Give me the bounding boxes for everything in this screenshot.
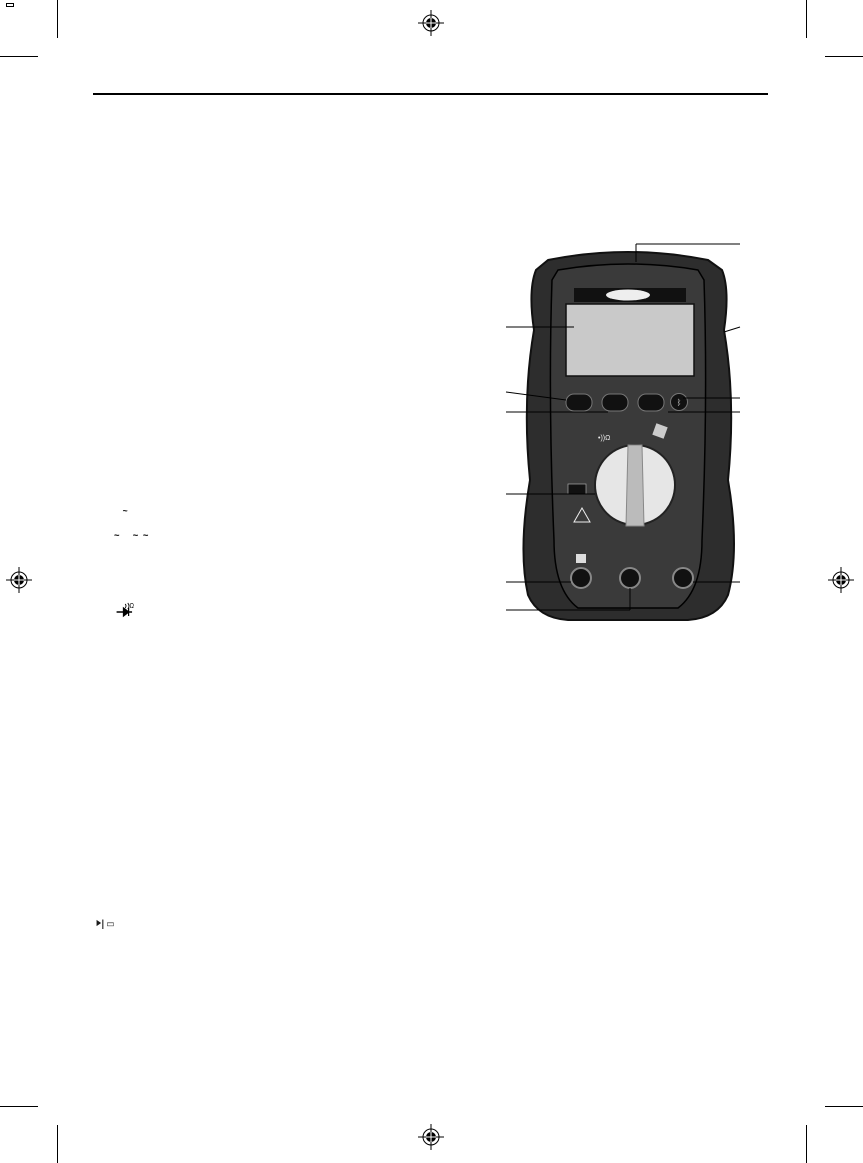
main-terminal-symbol: ⯈| ▭ [94,918,115,930]
rotary-knob-grip [626,445,644,526]
continuity-diode-icon [115,601,134,619]
terminal-com-jack[interactable] [620,568,640,588]
svg-text:Ω: Ω [129,602,134,611]
milli-amp-symbol: ~ [132,530,139,543]
registration-mark-icon [418,1124,444,1150]
micro-amp-symbol: ~ [114,530,120,543]
terminal-a-jack[interactable] [571,568,591,588]
list-item-4-line [114,525,148,550]
crop-mark [825,56,863,57]
dial-label-ohm: •))Ω [598,435,611,442]
crop-mark [57,0,58,38]
registration-mark-icon [418,10,444,36]
terminal-a-badge [576,554,586,563]
terminal-main-jack[interactable] [673,568,693,588]
crop-mark [0,56,38,57]
registration-mark-icon [6,567,32,593]
crop-mark [825,1106,863,1107]
crop-mark [0,1106,38,1107]
crop-mark [806,0,807,38]
print-slug [6,3,14,7]
list-item-4-line [114,500,128,525]
title-rule [93,93,768,95]
list-item-4-line [114,598,135,623]
dial-off-box [568,484,586,494]
amp-symbol: ~ [142,530,149,543]
crop-mark [806,1125,807,1163]
crop-mark [57,1125,58,1163]
range-button[interactable] [638,394,664,411]
brand-logo [606,290,650,301]
hold-button[interactable] [602,394,628,411]
func-button[interactable] [566,394,592,411]
v-ac-symbol: ~ [122,506,128,518]
bluetooth-icon: ᛒ [676,398,682,407]
lcd-display [566,304,694,376]
list-item-9 [93,913,121,938]
multimeter-figure [478,240,780,630]
registration-mark-icon [828,567,854,593]
